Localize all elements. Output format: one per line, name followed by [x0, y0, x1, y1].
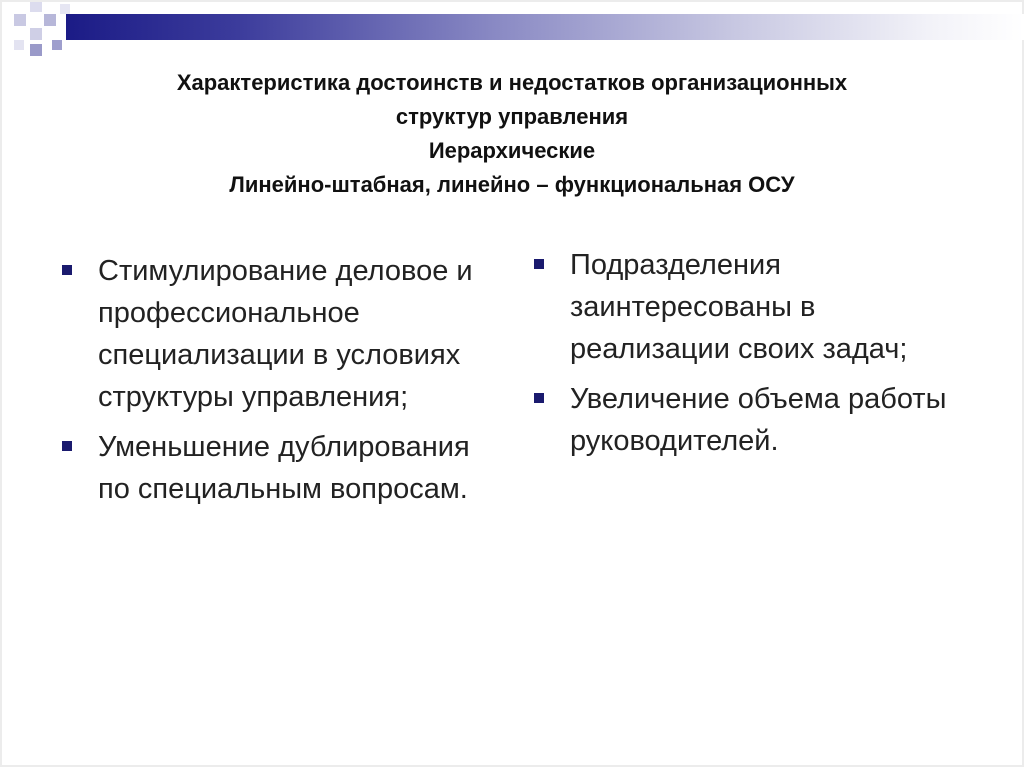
list-item-text: Уменьшение дублирования по специальным вопросам. — [98, 431, 470, 505]
square-bullet-icon — [534, 393, 544, 403]
list-item — [534, 378, 974, 462]
title-line-1: Характеристика достоинств и недостатков организационных — [176, 70, 848, 95]
list-item-text: Подразделения заинтересованы в реализации своих задач; — [570, 249, 908, 365]
disadvantages-column — [534, 244, 974, 470]
decorative-square — [14, 40, 24, 50]
square-bullet-icon — [62, 441, 72, 451]
title-line-4: Линейно-штабная, линейно – функциональная ОСУ — [229, 172, 795, 197]
decorative-square — [52, 40, 62, 50]
header-decoration-band — [66, 14, 1024, 40]
list-item-text: Стимулирование деловое и профессиональное специализации в условиях структуры управления; — [98, 255, 473, 413]
decorative-square — [14, 14, 26, 26]
decorative-square — [60, 4, 70, 14]
list-item — [62, 426, 502, 510]
title-line-2: структур управления — [395, 104, 629, 129]
decorative-square — [44, 14, 56, 26]
decorative-square — [30, 44, 42, 56]
title-line-3: Иерархические — [428, 138, 596, 163]
list-item — [534, 244, 974, 370]
advantages-column — [62, 250, 502, 518]
list-item — [62, 250, 502, 418]
list-item-text: Увеличение объема работы руководителей. — [570, 383, 947, 457]
square-bullet-icon — [62, 265, 72, 275]
decorative-square — [30, 2, 42, 12]
decorative-square — [30, 28, 42, 40]
slide-title — [40, 66, 984, 202]
square-bullet-icon — [534, 259, 544, 269]
